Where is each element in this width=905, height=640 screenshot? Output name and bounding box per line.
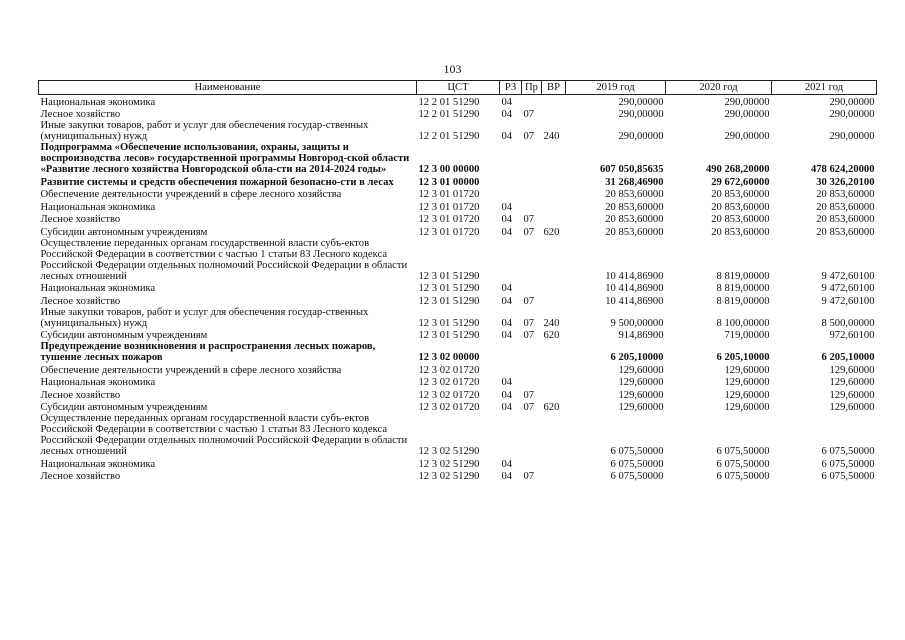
cell-2020: 6 075,50000 [716,471,770,482]
table-row [39,175,877,188]
cell-pr: 07 [523,330,535,341]
cell-rz [500,413,522,457]
cell-2021: 8 500,00000 [821,317,875,329]
table-row [39,142,877,175]
cell-cst: 12 3 02 51290 [418,471,480,482]
cell-vr [542,200,566,213]
cell-vr: 240 [543,131,560,142]
cell-2021: 478 624,20000 [810,164,875,175]
cell-2021: 9 472,60100 [821,295,875,307]
header-name: Наименование [39,81,417,95]
cell-name: Национальная экономика [40,377,156,388]
cell-pr: 07 [523,109,535,120]
cell-vr [542,363,566,376]
cell-name: Осуществление переданных органам государственной власти субъ-ектов Российской Федерации в соответствии с частью 1 статьи 83 Лесного кодекса Российской Федерации отдельных полномочий Российской Федерации в области лесных отношений [40,413,408,457]
cell-cst: 12 3 01 00000 [418,176,480,188]
cell-cst: 12 3 02 01720 [418,377,480,388]
cell-2021: 6 075,50000 [821,458,875,470]
table-row [39,329,877,342]
cell-2020: 129,60000 [724,364,770,376]
cell-cst: 12 3 02 51290 [418,458,480,470]
cell-vr: 620 [543,402,560,413]
cell-pr [522,341,542,363]
cell-cst: 12 3 01 01720 [418,214,480,225]
cell-rz: 04 [501,317,513,329]
cell-2019: 129,60000 [618,389,664,401]
cell-2021: 972,60100 [829,330,875,341]
cell-vr [542,413,566,457]
cell-vr [542,341,566,363]
cell-2020: 8 819,00000 [716,283,770,294]
cell-2021: 129,60000 [829,389,875,401]
cell-2019: 6 075,50000 [610,458,664,470]
cell-rz: 04 [501,295,513,307]
cell-vr: 620 [543,330,560,341]
cell-rz: 04 [501,131,513,142]
cell-name: Развитие системы и средств обеспечения пожарной безопасно-сти в лесах [40,176,394,188]
cell-2020: 290,00000 [724,109,770,120]
cell-pr: 07 [523,389,535,401]
cell-2020: 129,60000 [724,389,770,401]
cell-2020: 20 853,60000 [711,214,770,225]
cell-2021: 6 075,50000 [821,471,875,482]
cell-2021: 290,00000 [829,131,875,142]
cell-vr [542,188,566,201]
cell-pr [522,457,542,470]
cell-cst: 12 3 02 01720 [418,364,480,376]
cell-cst: 12 3 01 51290 [418,330,480,341]
table-row [39,282,877,295]
cell-pr [522,95,542,108]
table-header-row [39,81,877,95]
table-row [39,188,877,201]
cell-name: Субсидии автономным учреждениям [40,330,208,341]
cell-pr: 07 [523,131,535,142]
cell-2020: 20 853,60000 [711,189,770,200]
cell-vr [542,388,566,401]
cell-vr [542,95,566,108]
table-row [39,238,877,282]
cell-2021: 290,00000 [829,96,875,108]
cell-vr [542,457,566,470]
cell-2020: 8 819,00000 [716,295,770,307]
cell-name: Предупреждение возникновения и распространения лесных пожаров, тушение лесных пожаров [40,341,376,363]
cell-cst: 12 3 02 01720 [418,389,480,401]
cell-name: Национальная экономика [40,458,156,470]
cell-2020: 8 100,00000 [716,317,770,329]
cell-name: Национальная экономика [40,96,156,108]
table-row [39,225,877,238]
cell-name: Иные закупки товаров, работ и услуг для обеспечения государ-ственных (муниципальных) нужд [40,306,369,329]
cell-2019: 290,00000 [618,96,664,108]
cell-pr [522,200,542,213]
cell-rz: 04 [501,471,513,482]
page-number: 103 [443,62,462,76]
table-row [39,95,877,108]
cell-cst: 12 3 01 51290 [418,283,480,294]
cell-2021: 30 326,20100 [816,176,875,188]
cell-2021: 6 205,10000 [821,352,875,363]
cell-pr [522,363,542,376]
cell-cst: 12 3 01 51290 [418,270,480,282]
cell-pr [522,376,542,389]
table-row [39,213,877,226]
cell-pr: 07 [523,214,535,225]
cell-rz: 04 [501,214,513,225]
cell-rz: 04 [501,458,513,470]
cell-cst: 12 3 01 01720 [418,226,480,238]
cell-pr [522,188,542,201]
cell-2019: 20 853,60000 [605,214,664,225]
cell-cst: 12 2 01 51290 [418,96,480,108]
cell-vr: 620 [543,226,560,238]
cell-pr [522,413,542,457]
table-row [39,457,877,470]
cell-2020: 719,00000 [724,330,770,341]
cell-cst: 12 3 01 01720 [418,201,480,213]
cell-name: Лесное хозяйство [40,295,121,307]
cell-name: Национальная экономика [40,201,156,213]
cell-2021: 129,60000 [829,402,875,413]
cell-pr [522,238,542,282]
cell-pr [522,142,542,175]
cell-2020: 290,00000 [724,96,770,108]
table-row [39,363,877,376]
cell-cst: 12 3 02 51290 [418,446,480,457]
cell-cst: 12 2 01 51290 [418,109,480,120]
cell-vr: 240 [543,317,560,329]
cell-2021: 129,60000 [829,364,875,376]
cell-rz [500,363,522,376]
table-row [39,401,877,414]
cell-2019: 290,00000 [618,109,664,120]
cell-2021: 20 853,60000 [816,214,875,225]
cell-cst: 12 3 02 00000 [418,352,480,363]
cell-cst: 12 3 01 51290 [418,295,480,307]
cell-2019: 20 853,60000 [605,201,664,213]
header-2020: 2020 год [666,81,772,95]
cell-2019: 9 500,00000 [610,317,664,329]
cell-2019: 10 414,86900 [605,283,664,294]
cell-vr [542,108,566,121]
cell-2019: 290,00000 [618,131,664,142]
table-row [39,108,877,121]
cell-vr [542,213,566,226]
table-row [39,388,877,401]
cell-2020: 8 819,00000 [716,270,770,282]
cell-name: Лесное хозяйство [40,214,121,225]
cell-vr [542,282,566,295]
table-row [39,120,877,142]
table-row [39,470,877,483]
cell-2019: 20 853,60000 [605,189,664,200]
cell-2020: 6 205,10000 [716,352,770,363]
cell-pr: 07 [523,317,535,329]
cell-rz [500,175,522,188]
header-2021: 2021 год [772,81,877,95]
cell-2020: 6 075,50000 [716,458,770,470]
table-row [39,307,877,329]
cell-name: Национальная экономика [40,283,156,294]
cell-name: Осуществление переданных органам государственной власти субъ-ектов Российской Федерации в соответствии с частью 1 статьи 83 Лесного кодекса Российской Федерации отдельных полномочий Российской Федерации в области лесных отношений [40,237,408,282]
cell-name: Обеспечение деятельности учреждений в сфере лесного хозяйства [40,364,342,376]
cell-2019: 607 050,85635 [599,164,664,175]
header-cst: ЦСТ [417,81,500,95]
cell-2020: 490 268,20000 [705,164,770,175]
cell-2021: 6 075,50000 [821,446,875,457]
cell-vr [542,376,566,389]
table-body [39,95,877,483]
cell-2019: 129,60000 [618,402,664,413]
cell-2020: 6 075,50000 [716,446,770,457]
cell-2021: 20 853,60000 [816,226,875,238]
cell-cst: 12 3 02 01720 [418,402,480,413]
cell-pr: 07 [523,226,535,238]
cell-2020: 129,60000 [724,402,770,413]
header-pr: Пр [522,81,542,95]
cell-pr: 07 [523,295,535,307]
cell-2020: 290,00000 [724,131,770,142]
cell-rz: 04 [501,283,513,294]
cell-2019: 129,60000 [618,364,664,376]
cell-vr [542,175,566,188]
cell-cst: 12 3 01 51290 [418,317,480,329]
cell-pr [522,175,542,188]
cell-pr: 07 [523,402,535,413]
cell-2021: 9 472,60100 [821,283,875,294]
table-row [39,413,877,457]
cell-rz: 04 [501,109,513,120]
cell-vr [542,470,566,483]
cell-2019: 31 268,46900 [605,176,664,188]
table-row [39,294,877,307]
cell-rz: 04 [501,389,513,401]
cell-rz [500,238,522,282]
cell-2020: 129,60000 [724,377,770,388]
cell-name: Субсидии автономным учреждениям [40,402,208,413]
cell-2020: 20 853,60000 [711,201,770,213]
cell-2020: 29 672,60000 [711,176,770,188]
cell-cst: 12 3 01 01720 [418,189,480,200]
cell-name: Лесное хозяйство [40,389,121,401]
cell-rz [500,188,522,201]
cell-2019: 10 414,86900 [605,295,664,307]
table-row [39,200,877,213]
cell-cst: 12 2 01 51290 [418,131,480,142]
cell-name: Иные закупки товаров, работ и услуг для обеспечения государ-ственных (муниципальных) нужд [40,120,369,142]
cell-cst: 12 3 00 00000 [418,164,480,175]
cell-name: Обеспечение деятельности учреждений в сфере лесного хозяйства [40,189,342,200]
cell-2021: 290,00000 [829,109,875,120]
table-row [39,376,877,389]
header-rz: РЗ [500,81,522,95]
cell-2021: 129,60000 [829,377,875,388]
cell-rz: 04 [501,96,513,108]
cell-rz: 04 [501,377,513,388]
cell-rz: 04 [501,330,513,341]
cell-vr [542,294,566,307]
cell-2021: 20 853,60000 [816,201,875,213]
header-vr: ВР [542,81,566,95]
cell-name: Подпрограмма «Обеспечение использования, охраны, защиты и воспроизводства лесов» государственной программы Новгород-ской области «Развитие лесного хозяйства Новгородской обла-сти на 2014-2024 годы» [40,142,410,175]
budget-table [38,80,877,482]
cell-rz [500,142,522,175]
cell-pr: 07 [523,471,535,482]
cell-2020: 20 853,60000 [711,226,770,238]
cell-2019: 129,60000 [618,377,664,388]
cell-2019: 914,86900 [618,330,664,341]
cell-name: Лесное хозяйство [40,109,121,120]
cell-2021: 9 472,60100 [821,270,875,282]
cell-vr [542,238,566,282]
cell-rz [500,341,522,363]
cell-2019: 6 075,50000 [610,471,664,482]
cell-rz: 04 [501,402,513,413]
cell-name: Лесное хозяйство [40,471,121,482]
cell-pr [522,282,542,295]
table-row [39,341,877,363]
cell-rz: 04 [501,226,513,238]
cell-2019: 20 853,60000 [605,226,664,238]
cell-2019: 10 414,86900 [605,270,664,282]
cell-rz: 04 [501,201,513,213]
cell-2019: 6 075,50000 [610,446,664,457]
cell-name: Субсидии автономным учреждениям [40,226,208,238]
header-2019: 2019 год [566,81,666,95]
cell-2019: 6 205,10000 [610,352,664,363]
cell-2021: 20 853,60000 [816,189,875,200]
cell-vr [542,142,566,175]
